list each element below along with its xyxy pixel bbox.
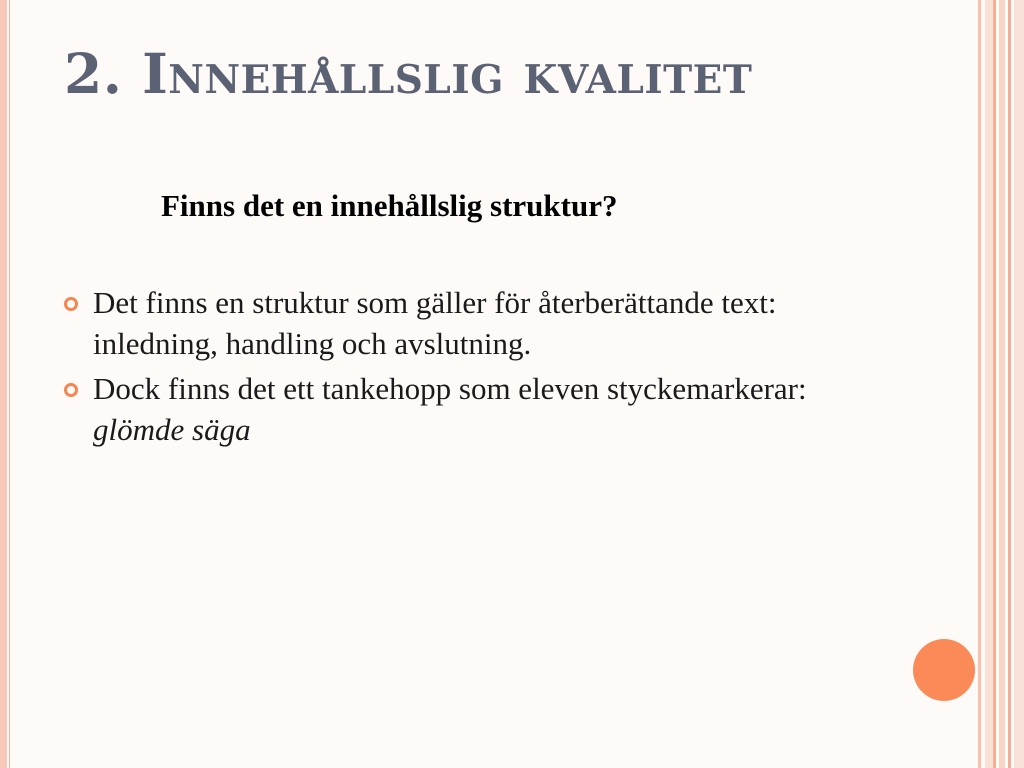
hollow-circle-bullet-icon xyxy=(64,297,78,311)
hollow-circle-bullet-icon xyxy=(64,383,78,397)
right-stripe xyxy=(1008,0,1011,768)
orange-circle-icon xyxy=(913,639,975,701)
bullet-list xyxy=(0,282,840,454)
bullet-item xyxy=(0,368,840,450)
slide-title: 2. Innehållslig kvalitet xyxy=(64,41,753,106)
bullet-item xyxy=(0,282,840,364)
bullet-text: Det finns en struktur som gäller för återberättande text: inledning, handling och avslutning. xyxy=(93,285,777,361)
right-stripe xyxy=(999,0,1005,768)
bullet-emphasis: glömde säga xyxy=(93,412,251,447)
right-stripe xyxy=(993,0,996,768)
slide-subheading: Finns det en innehållslig struktur? xyxy=(161,188,618,223)
right-stripe xyxy=(1014,0,1024,768)
right-stripe xyxy=(978,0,981,768)
right-stripe xyxy=(985,0,993,768)
bullet-text: Dock finns det ett tankehopp som eleven styckemarkerar: xyxy=(93,371,807,406)
